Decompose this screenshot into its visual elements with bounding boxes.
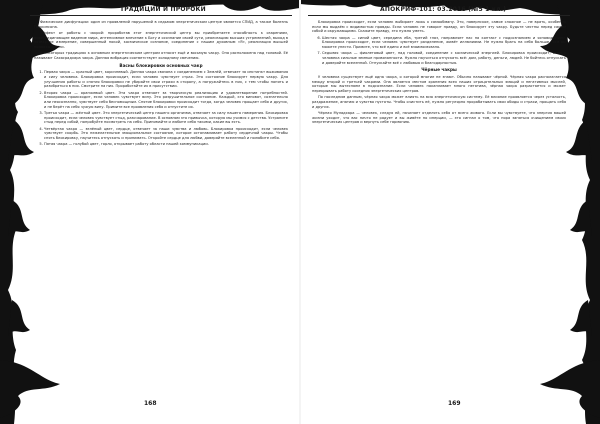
page-gutter: [299, 0, 301, 424]
chakra-list-item: 3. Третья чакра — жёлтый цвет. Это энергетический центр нашего организма, отвечает за силу нашего намерения. Блокировка происходит, если человек чувствует стыд, разочарование. В основном это привычка, которую мы учимся с детства. Устраните стыд перед собой, попробуйте посмотреть на себя. Принимайте и любите себя такими, какие вы есть.: [44, 111, 288, 125]
chakra-list-item: 5. Пятая чакра — голубой цвет, горло, открывает работу области нашей коммуникации.: [44, 142, 288, 147]
left-header-rule: [30, 15, 292, 16]
right-paragraph: Блокировка происходит, если человек выбирает ложь к самообману. Это, навернское, самое сложное — не врать, особенно если мы выдаём с видимостью правды. Если человек не говорит правду, он блокирует эту чакру. Будьте честны перед самим собой и окружающими. Скажите правду, это нужно уметь.: [312, 20, 566, 34]
left-page-column: [34, 20, 288, 394]
section-heading: Чёрные чакры: [421, 67, 457, 73]
right-header-rule: [308, 15, 570, 16]
chakra-list-continued: [312, 36, 566, 66]
chakra-list-item: 7. Седьмая чакра — фиолетовый цвет, над головой, соединение с космической энергией. Блокировка происходит, если у человека сильные земные привязанности. Нужно научиться отпускать всё: дом, работу, деньги, людей. Не бойтесь отпускать и доверяйте вселенной. Отпускайте всё с любовью и благодарностью.: [322, 51, 566, 65]
left-page-number: 168: [144, 400, 157, 407]
chakra-list-item: 4. Четвёртая чакра — зелёный цвет, сердце, отвечает за наши чувства и любовь. Блокировка происходит, если человек чувствует скорбь. Это нежелательное эмоциональное состояние, которое останавливает работу сердечной чакры. Чтобы снять блокировку, научитесь отпускать и принимать. Откройте сердце для любви, доверяйте вселенной и полюбите себя.: [44, 127, 288, 141]
right-running-header: АПОКРИФ-101: 03.2016 (№5 1 кл.): [380, 6, 507, 13]
left-paragraph: Эффект от работы с чакрой: проработав этот энергетический центр вы приобретаете способность к озарениям, всеобъединяющее видение мира, интенсивное влечение к Богу и осознание своей сути, реализацию высших устремлений, выход в четвертое измерение, совершенный покой, космическое сознание, соединение с нашим духовным «Я», реализация высшей полноты жизни.: [34, 30, 288, 50]
right-paragraph: У человека существует ещё одна чакра, о которой многие не знают. Обычно называют чёрной. Чёрная чакра располагается между второй и третьей чакрами. Она является местом хранения всех наших отрицательных эмоций и негативных мыслей, которые мы вытесняем в подсознание. Если человек накапливает много негатива, чёрная чакра разрастается и может перекрывать работу соседних энергетических центров.: [312, 75, 566, 94]
left-list-heading: Васны блокировки основных чакр: [119, 62, 203, 68]
left-running-header: ТРАДИЦИИ И ПРОРОКИ: [120, 6, 206, 13]
right-paragraph: Чёрная Муладхара — человек, следуя ей, начинает отделять себя от всего живого. Если вы чувствуете, что энергия вашей жизни уходит, что вас ничто не радует и вы живёте по инерции, — это сигнал о том, что пора заняться очищением своих энергетических центров и вернуть себе гармонию.: [312, 110, 566, 125]
right-page-column: [312, 20, 566, 394]
chakra-list-item: 6. Шестая чакра — синий цвет, середина лба, третий глаз, направляет нас на контакт с подсознанием и ясновидением. Блокировка происходит, если человек чувствует разделение, живёт иллюзиями. Не нужно брать на себя больше, чем вы можете унести. Примите, что всё едино и всё взаимосвязано.: [322, 36, 566, 50]
chakra-list-item: 2. Вторая чакра — оранжевый цвет. Эта чакра отвечает за творческую реализацию и удовлетворение потребностей. Блокировка происходит, если человек чувствует вину. Это разрушительное состояние. Каждый, кто виноват, сознательно или неосознанно, чувствует себя беспомощным. Снятие блокировки происходит тогда, когда человек прощает себя и других, и не берёт на себя чужую вину. Примите все проявления себя и отпустите их.: [44, 91, 288, 110]
right-page-number: 169: [448, 400, 461, 407]
left-paragraph: В некоторых традициях к основным энергетическим центрам относят ещё и восьмую чакру. Она расположена над головой. Её называют Сахасрадхара чакра. Данная вибрация соответствует холодному свечению.: [34, 51, 288, 60]
chakra-list-item: 1. Первая чакра — красный цвет, коричневый. Данная чакра связана с соединением с Землёй, отвечает за инстинкт выживания и силу человека. Блокировка происходит, если человек чувствует страх. Это состояние блокирует первую чакру. Для улучшения работы и снятия блокировки не убирайте свои страхи в сторону, а погружайтесь в них, с тем чтобы понять и разобраться в них. Смотрите на них. Проработайте их в присутствии.: [44, 70, 288, 89]
left-paragraph: Физические дисфункции: один из проявлений нарушений в седьмом энергетическом центре является СПИД, а также болезнь Паркинсона.: [34, 20, 288, 29]
right-paragraph: По последним данным, чёрная чакра может влиять на всю энергетическую систему. Её влияние проявляется через усталость, раздражение, апатию и чувство пустоты. Чтобы очистить её, нужно регулярно прорабатывать свои обиды и страхи, прощать себя и других.: [312, 95, 566, 109]
chakra-list: [34, 70, 288, 147]
